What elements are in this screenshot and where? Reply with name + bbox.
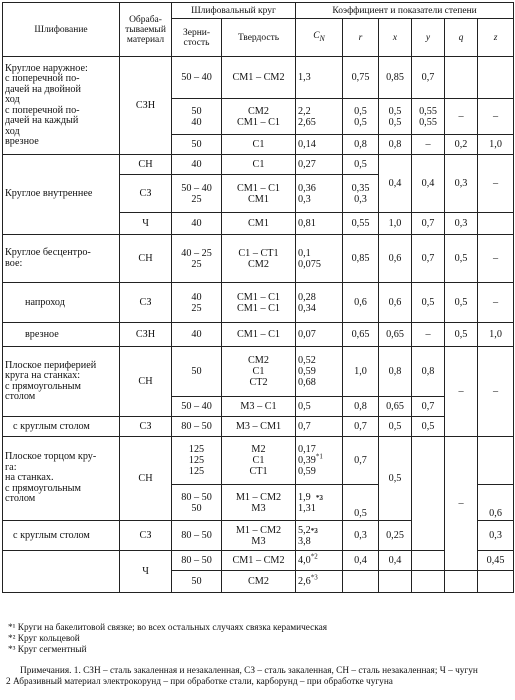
cell-r: 0,8 <box>343 397 379 417</box>
cell-y: 0,7 <box>412 397 445 417</box>
cell-hardness: СМ1 – СМ2 <box>222 57 296 99</box>
cell-material: СЗН <box>120 57 172 155</box>
cell-z <box>478 57 514 99</box>
section-face-round-table: с круглым столом <box>3 521 120 551</box>
cell-y: 0,5 <box>412 417 445 437</box>
cell-hardness: СМ2 С1 СТ2 <box>222 347 296 397</box>
cell-z: – <box>478 235 514 283</box>
cell-r: 0,65 <box>343 323 379 347</box>
footnote-3: *³ Круг сегментный <box>8 645 87 655</box>
cell-hardness: СМ2 СМ1 – С1 <box>222 99 296 135</box>
cell-hardness: С1 <box>222 135 296 155</box>
cell-grit: 40 25 <box>172 283 222 323</box>
cell-y: 0,7 <box>412 57 445 99</box>
cell-material: СН <box>120 347 172 417</box>
col-header-z: z <box>478 19 514 57</box>
cell-y: 0,4 <box>412 155 445 213</box>
cell-grit: 50 – 40 25 <box>172 175 222 213</box>
cell-cn: 0,7 <box>296 417 343 437</box>
cell-q <box>445 571 478 593</box>
cell-grit: 40 <box>172 213 222 235</box>
cell-cn: 0,36 0,3 <box>296 175 343 213</box>
cell-cn: 0,28 0,34 <box>296 283 343 323</box>
col-header-grit: Зерни- стость <box>172 19 222 57</box>
cell-hardness: СМ1 – СМ2 <box>222 551 296 571</box>
cell-x: 0,5 <box>379 417 412 437</box>
cell-r: 0,75 <box>343 57 379 99</box>
col-header-material: Обраба- тываемый материал <box>120 3 172 57</box>
cell-z <box>478 571 514 593</box>
cell-grit: 50 40 <box>172 99 222 135</box>
remark-2: 2 Абразивный материал электрокорунд – при обработке стали, карборунд – при обработке чугуна <box>6 677 393 687</box>
cell-grit: 50 – 40 <box>172 397 222 417</box>
cell-r: 0,5 0,5 <box>343 99 379 135</box>
cell-hardness: СМ1 – С1 <box>222 323 296 347</box>
cell-r: 0,7 <box>343 417 379 437</box>
cell-cn: 1,3 <box>296 57 343 99</box>
cell-grit: 80 – 50 <box>172 521 222 551</box>
cell-r <box>343 571 379 593</box>
cell-z: 0,6 <box>478 485 514 521</box>
cell-r: 0,85 <box>343 235 379 283</box>
cell-grit: 125 125 125 <box>172 437 222 485</box>
section-round-internal-name: Круглое внутреннее <box>3 155 120 235</box>
cell-cn <box>296 437 343 485</box>
col-header-q: q <box>445 19 478 57</box>
cell-q: 0,3 <box>445 213 478 235</box>
cell-z: – <box>478 99 514 135</box>
section-peripheral-name: Плоское периферией круга на станках: с прямоугольным столом <box>3 347 120 417</box>
cell-hardness: С1 <box>222 155 296 175</box>
cell-y: 0,8 <box>412 347 445 397</box>
footnote-marker: *3 <box>310 573 318 582</box>
cell-y: 0,7 <box>412 213 445 235</box>
cell-hardness: СМ1 – С1 СМ1 <box>222 175 296 213</box>
cn-subscript: N <box>319 33 325 43</box>
cell-r: 0,35 0,3 <box>343 175 379 213</box>
cell-hardness: СМ2 <box>222 571 296 593</box>
cell-y: 0,7 <box>412 235 445 283</box>
col-header-x: x <box>379 19 412 57</box>
cell-cn: 0,14 <box>296 135 343 155</box>
cell-cn: 2,2 2,65 <box>296 99 343 135</box>
cell-r: 0,7 <box>343 437 379 485</box>
col-header-hardness: Твердость <box>222 19 296 57</box>
cell-hardness: СМ1 – С1 СМ1 – С1 <box>222 283 296 323</box>
cell-grit: 50 <box>172 571 222 593</box>
cell-y: – <box>412 135 445 155</box>
cell-material: Ч <box>120 213 172 235</box>
notes-block <box>6 623 511 688</box>
cell-cn: 1,9 $1,31^{*2 *3}$ <box>296 485 343 521</box>
section-centerless-name: Круглое бесцентро- вое: <box>3 235 120 283</box>
cell-material: СЗ <box>120 521 172 551</box>
cell-z: – <box>478 283 514 323</box>
footnote-marker: *2 <box>310 552 318 561</box>
footnote-2: *² Круг кольцевой <box>8 634 80 644</box>
cell-grit: 80 – 50 50 <box>172 485 222 521</box>
cell-grit: 80 – 50 <box>172 551 222 571</box>
cell-r: 0,5 <box>343 155 379 175</box>
cell-q: 0,5 <box>445 323 478 347</box>
cell-r: 0,4 <box>343 551 379 571</box>
cell-material: СЗ <box>120 283 172 323</box>
cell-z: – <box>478 347 514 437</box>
cell-hardness: С1 – СТ1 СМ2 <box>222 235 296 283</box>
cell-r: 0,6 <box>343 283 379 323</box>
section-round-external-name: Круглое наружное: с поперечной по- дачей на двойной ход с поперечной по- дачей на каждый ход врезное <box>3 57 120 155</box>
cell-cn: 5,2 $3,8^{*2 *3}$ <box>296 521 343 551</box>
cell-x: 0,8 <box>379 135 412 155</box>
cn-values: 5,2 3,8 <box>298 524 311 547</box>
cell-q: 0,3 <box>445 155 478 213</box>
section-peripheral-round-table: с круглым столом <box>3 417 120 437</box>
section-centerless-through: напроход <box>3 283 120 323</box>
cell-z: 1,0 <box>478 135 514 155</box>
cell-cn: 0,5 <box>296 397 343 417</box>
cell-hardness: М3 – С1 <box>222 397 296 417</box>
col-header-grinding: Шлифование <box>3 3 120 57</box>
cell-material: СН <box>120 235 172 283</box>
cell-grit: 50 <box>172 135 222 155</box>
cell-q <box>445 57 478 99</box>
col-header-coef: Коэффициент и показатели степени <box>296 3 514 19</box>
cell-material: СЗ <box>120 175 172 213</box>
col-header-y: y <box>412 19 445 57</box>
cell-hardness: М1 – СМ2 М3 <box>222 521 296 551</box>
cell-hardness: СМ1 <box>222 213 296 235</box>
cell-x: 0,8 <box>379 347 412 397</box>
col-header-wheel: Шлифовальный круг <box>172 3 296 19</box>
cell-q: 0,2 <box>445 135 478 155</box>
cn-symbol: C <box>313 31 320 42</box>
cell-x: 0,4 <box>379 155 412 213</box>
cell-grit: 50 – 40 <box>172 57 222 99</box>
section-centerless-plunge: врезное <box>3 323 120 347</box>
cell-r: 1,0 <box>343 347 379 397</box>
cell-x: 0,6 <box>379 235 412 283</box>
cell-cn: 0,52 0,59 0,68 <box>296 347 343 397</box>
cn-values: 1,9 1,31 <box>298 491 316 514</box>
cn-values: 2,6 <box>298 576 311 587</box>
cell-hardness: М2 С1 СТ1 <box>222 437 296 485</box>
cell-z: – <box>478 155 514 213</box>
cell-hardness: М1 – СМ2 М3 <box>222 485 296 521</box>
cell-r: 0,8 <box>343 135 379 155</box>
cell-z: 0,45 <box>478 551 514 571</box>
cell-x: 0,5 <box>379 437 412 521</box>
cell-material: СН <box>120 437 172 521</box>
cell-grit: 50 <box>172 347 222 397</box>
cell-y: 0,5 <box>412 283 445 323</box>
footnote-1: *¹ Круги на бакелитовой связке; во всех остальных случаях связка керамическая <box>8 623 328 633</box>
cell-y: – <box>412 323 445 347</box>
cell-cn: 0,07 <box>296 323 343 347</box>
cell-x <box>379 571 412 593</box>
section-face-blank <box>3 551 120 593</box>
cell-q: 0,5 <box>445 283 478 323</box>
table-page <box>2 2 513 593</box>
cell-material: СЗН <box>120 323 172 347</box>
cell-q: – <box>445 347 478 437</box>
cell-material: СН <box>120 155 172 175</box>
cell-x: 0,6 <box>379 283 412 323</box>
cell-x: 0,65 <box>379 323 412 347</box>
cn-values: 0,17 0,39 0,59 <box>298 444 316 477</box>
cell-q: – <box>445 437 478 571</box>
cell-x: 1,0 <box>379 213 412 235</box>
cell-y: 0,55 0,55 <box>412 99 445 135</box>
remark-1: Примечания. 1. СЗН – сталь закаленная и незакаленная, СЗ – сталь закаленная, СН – сталь незакаленная; Ч – чугун <box>20 666 478 676</box>
cell-grit: 40 <box>172 323 222 347</box>
cell-r: 0,55 <box>343 213 379 235</box>
cell-cn: 0,1 0,075 <box>296 235 343 283</box>
cell-r: 0,3 <box>343 521 379 551</box>
cell-x: 0,4 <box>379 551 412 571</box>
cell-cn <box>296 551 343 571</box>
cell-z: 1,0 <box>478 323 514 347</box>
cell-x: 0,85 <box>379 57 412 99</box>
cell-z <box>478 437 514 485</box>
cn-values: 4,0 <box>298 555 311 566</box>
col-header-r: r <box>343 19 379 57</box>
cell-material: СЗ <box>120 417 172 437</box>
footnote-marker: *1 <box>315 452 323 461</box>
cell-y <box>412 571 445 593</box>
cell-cn <box>296 571 343 593</box>
cell-grit: 40 – 25 25 <box>172 235 222 283</box>
cell-x: 0,25 <box>379 521 412 551</box>
grinding-coefficients-table <box>2 2 514 593</box>
cell-q: 0,5 <box>445 235 478 283</box>
cell-z: 0,3 <box>478 521 514 551</box>
cell-y <box>412 551 445 571</box>
cell-grit: 40 <box>172 155 222 175</box>
cell-z <box>478 213 514 235</box>
cell-cn: 0,27 <box>296 155 343 175</box>
cell-q: – <box>445 99 478 135</box>
cell-hardness: М3 – СМ1 <box>222 417 296 437</box>
cell-x: 0,5 0,5 <box>379 99 412 135</box>
cell-cn: 0,81 <box>296 213 343 235</box>
section-face-name: Плоское торцом кру- га: на станках. с прямоугольным столом <box>3 437 120 521</box>
cell-x: 0,65 <box>379 397 412 417</box>
cell-grit: 80 – 50 <box>172 417 222 437</box>
cell-r: 0,5 <box>343 485 379 521</box>
col-header-cn <box>296 19 343 57</box>
cell-y <box>412 437 445 551</box>
cell-material: Ч <box>120 551 172 593</box>
